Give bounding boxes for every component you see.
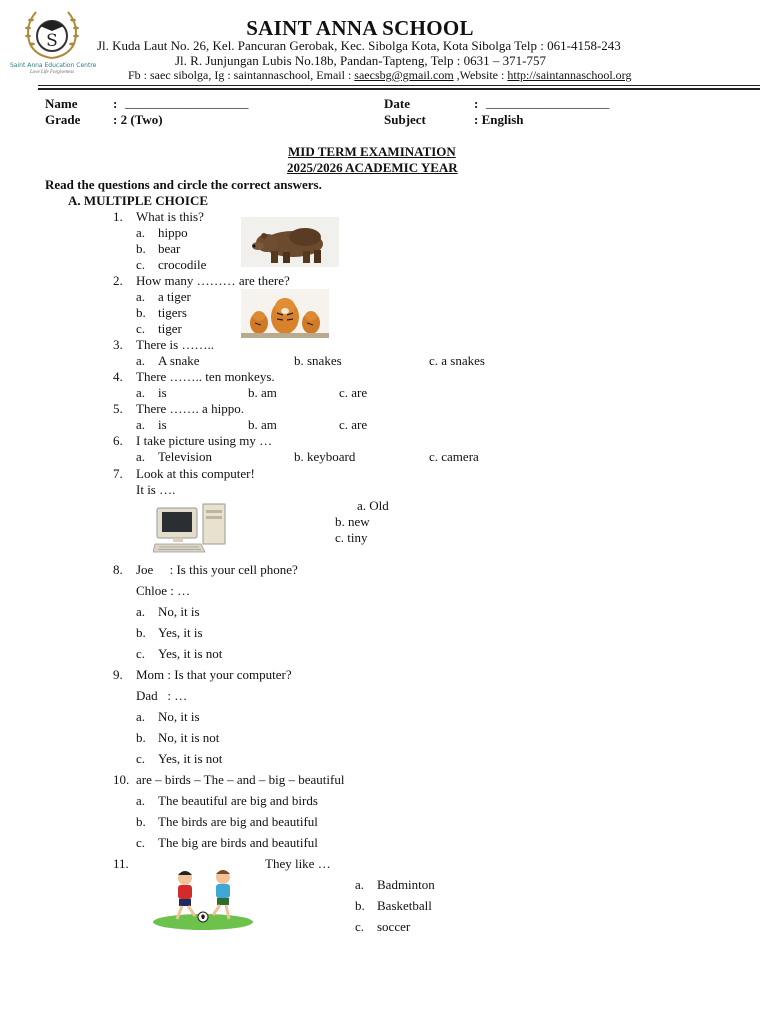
q4-option-c[interactable]: c. are xyxy=(339,385,368,400)
header-divider-bottom xyxy=(38,88,760,90)
q4-letter-a: a. xyxy=(136,385,146,400)
academic-year: 2025/2026 ACADEMIC YEAR xyxy=(287,160,458,175)
subject-label: Subject xyxy=(384,112,426,127)
date-field[interactable]: ___________________ xyxy=(486,95,610,110)
q8-text-2: Chloe : … xyxy=(136,583,191,598)
address-line-1: Jl. Kuda Laut No. 26, Kel. Pancuran Gerobak, Kec. Sibolga Kota, Kota Sibolga Telp : 061-4158-243 xyxy=(97,38,621,53)
q2-option-b[interactable]: tigers xyxy=(158,305,187,320)
q7-text: Look at this computer! xyxy=(136,466,255,481)
q9-text-2: Dad : … xyxy=(136,688,188,703)
q1-option-a[interactable]: hippo xyxy=(158,225,188,240)
q2-letter-b: b. xyxy=(136,305,146,320)
q2-option-a[interactable]: a tiger xyxy=(158,289,191,304)
q9-option-b[interactable]: No, it is not xyxy=(158,730,220,745)
name-colon: : xyxy=(113,96,118,111)
q10-letter-b: b. xyxy=(136,814,146,829)
kids-soccer-illustration-icon xyxy=(151,864,255,939)
q8-letter-c: c. xyxy=(136,646,146,661)
section-heading: A. MULTIPLE CHOICE xyxy=(68,193,209,208)
q1-number: 1. xyxy=(113,209,123,224)
q1-letter-a: a. xyxy=(136,225,146,240)
q3-option-b[interactable]: b. snakes xyxy=(294,353,342,368)
q3-text: There is …….. xyxy=(136,337,214,352)
q2-text: How many ……… are there? xyxy=(136,273,290,288)
q11-text: They like … xyxy=(265,856,331,871)
q8-option-c[interactable]: Yes, it is not xyxy=(158,646,223,661)
q10-option-c[interactable]: The big are birds and beautiful xyxy=(158,835,318,850)
q3-number: 3. xyxy=(113,337,123,352)
q5-letter-a: a. xyxy=(136,417,146,432)
q10-number: 10. xyxy=(113,772,130,787)
q7-number: 7. xyxy=(113,466,123,481)
email-link[interactable]: saecsbg@gmail.com xyxy=(354,68,454,82)
instruction: Read the questions and circle the correct answers. xyxy=(45,177,322,192)
q4-number: 4. xyxy=(113,369,123,384)
q8-text: Joe : Is this your cell phone? xyxy=(136,562,298,577)
q7-option-b[interactable]: b. new xyxy=(335,514,370,529)
q3-letter-a: a. xyxy=(136,353,146,368)
q10-option-a[interactable]: The beautiful are big and birds xyxy=(158,793,318,808)
q3-option-a[interactable]: A snake xyxy=(158,353,200,368)
q4-option-b[interactable]: b. am xyxy=(248,385,277,400)
name-label: Name xyxy=(45,96,78,111)
website-prefix: ,Website : xyxy=(453,68,508,82)
q10-text: are – birds – The – and – big – beautiful xyxy=(136,772,345,787)
exam-title: MID TERM EXAMINATION xyxy=(288,144,456,159)
q5-option-c[interactable]: c. are xyxy=(339,417,368,432)
q11-option-c[interactable]: soccer xyxy=(377,919,411,934)
q10-option-b[interactable]: The birds are big and beautiful xyxy=(158,814,318,829)
q9-text: Mom : Is that your computer? xyxy=(136,667,292,682)
q6-number: 6. xyxy=(113,433,123,448)
q2-letter-c: c. xyxy=(136,321,146,336)
q11-letter-a: a. xyxy=(355,877,365,892)
contact-prefix: Fb : saec sibolga, Ig : saintannaschool, Email : xyxy=(128,68,355,82)
q6-option-c[interactable]: c. camera xyxy=(429,449,479,464)
address-line-2: Jl. R. Junjungan Lubis No.18b, Pandan-Tapteng, Telp : 0631 – 371-757 xyxy=(175,53,546,68)
q2-number: 2. xyxy=(113,273,123,288)
svg-text:S: S xyxy=(46,31,58,51)
q6-letter-a: a. xyxy=(136,449,146,464)
q2-option-c[interactable]: tiger xyxy=(158,321,182,336)
q11-number: 11. xyxy=(113,856,129,871)
q9-letter-a: a. xyxy=(136,709,146,724)
q8-option-a[interactable]: No, it is xyxy=(158,604,200,619)
q7-option-a[interactable]: a. Old xyxy=(357,498,389,513)
q9-option-c[interactable]: Yes, it is not xyxy=(158,751,223,766)
bear-photo-icon xyxy=(241,217,339,272)
grade-label: Grade xyxy=(45,112,81,127)
q9-letter-c: c. xyxy=(136,751,146,766)
q11-option-b[interactable]: Basketball xyxy=(377,898,432,913)
q4-option-a[interactable]: is xyxy=(158,385,167,400)
q1-text: What is this? xyxy=(136,209,204,224)
q7-text-2: It is …. xyxy=(136,482,176,497)
computer-photo-icon xyxy=(153,502,227,559)
name-field[interactable]: ___________________ xyxy=(125,95,249,110)
q5-number: 5. xyxy=(113,401,123,416)
website-link[interactable]: http://saintannaschool.org xyxy=(507,68,632,82)
subject-value: : English xyxy=(474,112,524,127)
q8-option-b[interactable]: Yes, it is xyxy=(158,625,203,640)
q4-text: There …….. ten monkeys. xyxy=(136,369,275,384)
logo-tagline: Love Life Forgiveness xyxy=(30,70,75,75)
q10-letter-c: c. xyxy=(136,835,146,850)
q5-option-a[interactable]: is xyxy=(158,417,167,432)
q1-option-c[interactable]: crocodile xyxy=(158,257,207,272)
grade-value: : 2 (Two) xyxy=(113,112,163,127)
q2-letter-a: a. xyxy=(136,289,146,304)
q6-option-a[interactable]: Television xyxy=(158,449,212,464)
q11-letter-c: c. xyxy=(355,919,365,934)
q8-letter-a: a. xyxy=(136,604,146,619)
q5-option-b[interactable]: b. am xyxy=(248,417,277,432)
logo-caption: Saint Anna Education Centre xyxy=(10,62,97,69)
school-name: SAINT ANNA SCHOOL xyxy=(246,16,474,40)
q1-letter-c: c. xyxy=(136,257,146,272)
tigers-photo-icon xyxy=(241,289,329,343)
q1-option-b[interactable]: bear xyxy=(158,241,181,256)
header-divider-top xyxy=(38,85,760,86)
q3-option-c[interactable]: c. a snakes xyxy=(429,353,485,368)
q11-letter-b: b. xyxy=(355,898,365,913)
q1-letter-b: b. xyxy=(136,241,146,256)
date-colon: : xyxy=(474,96,479,111)
q9-option-a[interactable]: No, it is xyxy=(158,709,200,724)
q6-option-b[interactable]: b. keyboard xyxy=(294,449,356,464)
q6-text: I take picture using my … xyxy=(136,433,273,448)
q7-option-c[interactable]: c. tiny xyxy=(335,530,368,545)
q9-number: 9. xyxy=(113,667,123,682)
q5-text: There ……. a hippo. xyxy=(136,401,244,416)
date-label: Date xyxy=(384,96,410,111)
q8-letter-b: b. xyxy=(136,625,146,640)
q9-letter-b: b. xyxy=(136,730,146,745)
q8-number: 8. xyxy=(113,562,123,577)
q11-option-a[interactable]: Badminton xyxy=(377,877,435,892)
q10-letter-a: a. xyxy=(136,793,146,808)
contact-line xyxy=(128,68,631,83)
